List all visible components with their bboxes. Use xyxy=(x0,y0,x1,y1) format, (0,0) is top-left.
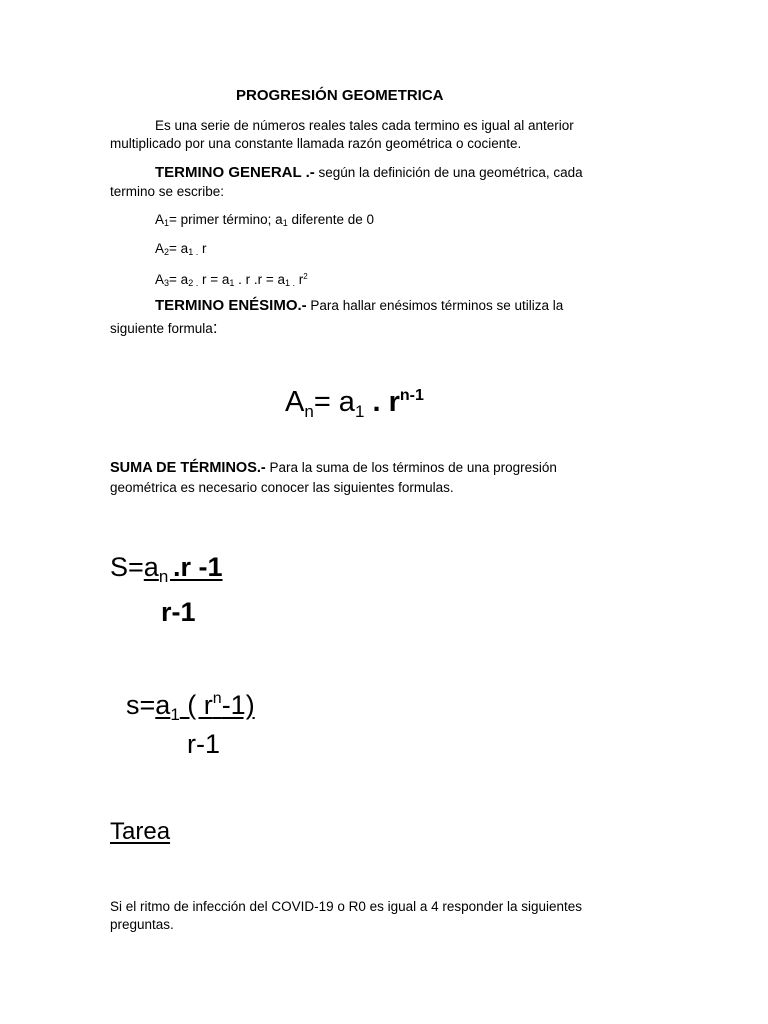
formula-s2-sup: n xyxy=(212,690,222,707)
termino-enesimo-colon: : xyxy=(212,318,218,337)
formula-enesimo-base-sub: n xyxy=(304,402,314,421)
termino-enesimo-text-2: siguiente formula xyxy=(110,321,213,336)
formula-enesimo xyxy=(285,378,424,430)
formula-enesimo-eq: = a xyxy=(313,386,355,418)
intro-line-2: multiplicado por una constante llamada razón geométrica o cociente. xyxy=(110,136,522,151)
tarea-line-1: Si el ritmo de infección del COVID-19 o R0 es igual a 4 responder la siguientes xyxy=(110,899,582,914)
a1-label: A xyxy=(155,212,165,227)
a3-text-3: . r .r = a xyxy=(234,272,285,287)
termino-enesimo-line-2 xyxy=(110,319,218,338)
suma-line-1 xyxy=(110,459,557,477)
termino-enesimo-text: Para hallar enésimos términos se utiliza la xyxy=(306,298,564,313)
formula-s1-numerator xyxy=(143,552,381,586)
a3-text-2: r = a xyxy=(198,272,230,287)
formula-s2-numerator xyxy=(155,690,255,724)
a2-text-sub: 1 . xyxy=(188,247,199,257)
termino-general-line-2: termino se escribe: xyxy=(110,184,225,199)
formula-enesimo-a-sub: 1 xyxy=(354,402,365,421)
intro-line-1: Es una serie de números reales tales cada termino es igual al anterior xyxy=(155,118,574,133)
definition-a3 xyxy=(155,268,308,292)
a1-sub: 1 xyxy=(164,218,170,228)
suma-heading: SUMA DE TÉRMINOS.- xyxy=(110,460,266,476)
formula-s1-a-sub: n xyxy=(158,567,173,586)
definition-a1 xyxy=(155,211,374,232)
formula-enesimo-base: A xyxy=(285,386,305,418)
formula-s1-s: S= xyxy=(110,552,144,582)
a2-text: = a xyxy=(169,241,189,256)
formula-s2-a: a xyxy=(155,690,171,720)
termino-general-text: según la definición de una geométrica, cada xyxy=(314,165,583,180)
a1-text-sub: 1 xyxy=(282,218,288,228)
a3-text-1: = a xyxy=(169,272,189,287)
page-title: PROGRESIÓN GEOMETRICA xyxy=(236,87,444,104)
a3-label: A xyxy=(155,272,165,287)
formula-enesimo-r: . r xyxy=(364,386,400,418)
a3-sub-2: 2 . xyxy=(188,278,199,288)
termino-general-line-1 xyxy=(155,164,583,182)
a1-text: = primer término; a xyxy=(169,212,283,227)
a3-sup: 2 xyxy=(303,272,308,281)
suma-text: Para la suma de los términos de una progresión xyxy=(265,460,557,475)
formula-enesimo-sup: n-1 xyxy=(399,387,424,404)
a2-sub: 2 xyxy=(164,247,170,257)
a3-sub: 3 xyxy=(164,278,170,288)
formula-s2-rest-2: -1) xyxy=(221,690,255,720)
tarea-line-2: preguntas. xyxy=(110,917,174,932)
termino-enesimo-line-1 xyxy=(155,297,563,315)
formula-s1-denominator: r-1 xyxy=(161,597,196,627)
suma-line-2: geométrica es necesario conocer las siguientes formulas. xyxy=(110,480,454,495)
formula-s2-s: s= xyxy=(126,690,156,720)
formula-s1-rest: .r -1 xyxy=(173,552,223,582)
formula-suma-2 xyxy=(126,682,255,732)
formula-suma-1 xyxy=(110,550,381,594)
a3-text-4: r xyxy=(295,272,304,287)
termino-enesimo-heading: TERMINO ENÉSIMO.- xyxy=(155,297,307,314)
a2-label: A xyxy=(155,241,165,256)
formula-s2-denominator: r-1 xyxy=(187,729,220,759)
formula-s2-rest-1: ( r xyxy=(179,690,213,720)
termino-general-heading: TERMINO GENERAL .- xyxy=(155,164,315,181)
formula-s1-a: a xyxy=(143,552,159,582)
tarea-heading: Tarea xyxy=(110,818,171,845)
a3-sub-3: 1 xyxy=(229,278,235,288)
formula-s2-a-sub: 1 xyxy=(170,705,180,724)
definition-a2 xyxy=(155,240,206,261)
a3-sub-4: 1 . xyxy=(285,278,296,288)
a2-tail: r xyxy=(198,241,207,256)
a1-tail: diferente de 0 xyxy=(287,212,375,227)
